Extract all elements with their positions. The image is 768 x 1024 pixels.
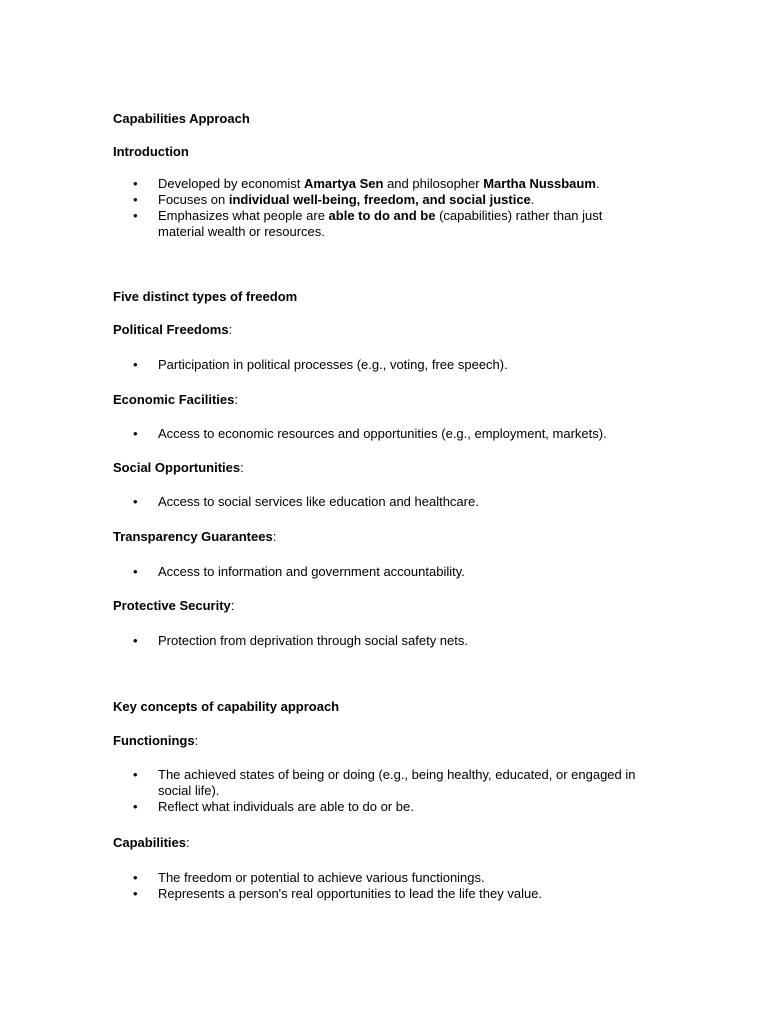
section-label-protective-security: Protective Security: bbox=[113, 598, 235, 613]
list-item: • Protection from deprivation through social safety nets. bbox=[113, 633, 673, 649]
section-label-capabilities: Capabilities: bbox=[113, 835, 190, 850]
list-item: • Developed by economist Amartya Sen and philosopher Martha Nussbaum. bbox=[113, 176, 673, 192]
protective-security-list bbox=[113, 633, 673, 649]
social-opportunities-list bbox=[113, 494, 673, 510]
list-item: • The achieved states of being or doing (e.g., being healthy, educated, or engaged in social life). bbox=[113, 767, 658, 799]
section-label-functionings: Functionings: bbox=[113, 733, 199, 748]
list-item: • Participation in political processes (e.g., voting, free speech). bbox=[113, 357, 673, 373]
transparency-guarantees-list bbox=[113, 564, 673, 580]
concepts-heading: Key concepts of capability approach bbox=[113, 699, 340, 714]
list-item: • Reflect what individuals are able to do or be. bbox=[113, 799, 673, 815]
list-item: • Emphasizes what people are able to do and be (capabilities) rather than just material wealth or resources. bbox=[113, 208, 638, 240]
political-freedoms-list bbox=[113, 357, 673, 373]
section-label-social-opportunities: Social Opportunities: bbox=[113, 460, 244, 475]
functionings-list bbox=[113, 767, 673, 815]
list-item: • Focuses on individual well-being, freedom, and social justice. bbox=[113, 192, 673, 208]
section-label-transparency-guarantees: Transparency Guarantees: bbox=[113, 529, 277, 544]
document-title: Capabilities Approach bbox=[113, 111, 250, 126]
list-item: • Access to economic resources and opportunities (e.g., employment, markets). bbox=[113, 426, 673, 442]
introduction-heading: Introduction bbox=[113, 144, 189, 159]
introduction-list bbox=[113, 176, 673, 240]
capabilities-list bbox=[113, 870, 673, 902]
list-item: • Access to information and government accountability. bbox=[113, 564, 673, 580]
section-label-economic-facilities: Economic Facilities: bbox=[113, 392, 238, 407]
freedoms-heading: Five distinct types of freedom bbox=[113, 289, 298, 304]
section-label-political-freedoms: Political Freedoms: bbox=[113, 322, 233, 337]
list-item: • Access to social services like education and healthcare. bbox=[113, 494, 673, 510]
list-item: • Represents a person's real opportunities to lead the life they value. bbox=[113, 886, 673, 902]
list-item: • The freedom or potential to achieve various functionings. bbox=[113, 870, 673, 886]
economic-facilities-list bbox=[113, 426, 673, 442]
